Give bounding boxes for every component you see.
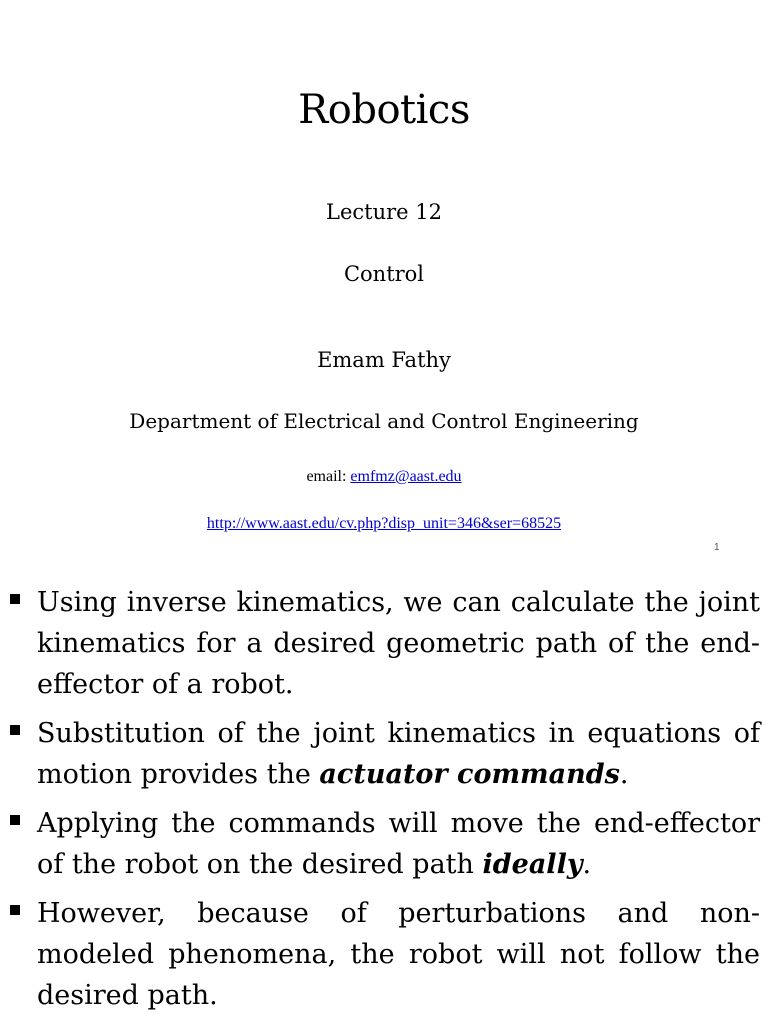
bullet-text-part: Applying the commands will move the end-effector of the robot on the desired path [37, 808, 760, 880]
bullet-emphasis: actuator commands [319, 759, 620, 790]
bullet-text-part: . [582, 849, 592, 880]
department-name: Department of Electrical and Control Engineering [129, 409, 639, 433]
bullet-text [37, 803, 760, 885]
bullet-text-part: Substitution of the joint kinematics in equations of motion provides the [37, 718, 760, 790]
email-line [0, 466, 768, 488]
bullet-list [0, 582, 768, 1024]
bullet-text [37, 893, 760, 1016]
bullet-item [0, 803, 768, 885]
bullet-item [0, 893, 768, 1016]
bullet-text-part: However, because of perturbations and non-modeled phenomena, the robot will not follow the desired path. [37, 898, 760, 1011]
bullet-square-icon [10, 725, 20, 735]
bullet-square-icon [10, 815, 20, 825]
bullet-item [0, 713, 768, 795]
bullet-text-part: Using inverse kinematics, we can calculate the joint kinematics for a desired geometric path of the end-effector of a robot. [37, 587, 760, 700]
bullet-text-part: . [619, 759, 629, 790]
url-line [0, 513, 768, 535]
lecture-number: Lecture 12 [326, 200, 442, 224]
lecture-topic: Control [343, 262, 425, 286]
bullet-square-icon [10, 905, 20, 915]
email-link[interactable]: emfmz@aast.edu [350, 468, 462, 485]
author-name: Emam Fathy [317, 348, 451, 372]
page-number: 1 [714, 542, 720, 553]
bullet-text [37, 582, 760, 705]
email-label: email: [306, 468, 351, 485]
bullet-text [37, 713, 760, 795]
bullet-square-icon [10, 594, 20, 604]
bullet-emphasis: ideally [482, 849, 583, 880]
slide-title: Robotics [298, 87, 470, 133]
bullet-item [0, 582, 768, 705]
profile-url-link[interactable]: http://www.aast.edu/cv.php?disp_unit=346&ser=68525 [206, 515, 562, 532]
